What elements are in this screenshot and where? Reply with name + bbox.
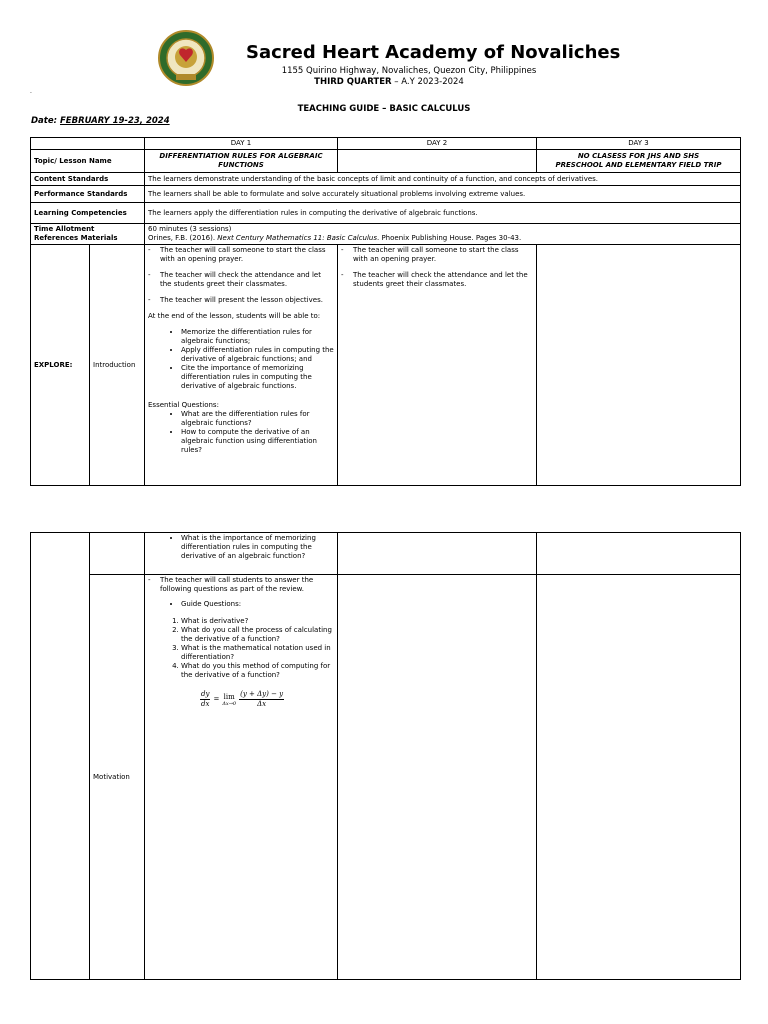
list-item: 2. What do you call the process of calculating the derivative of a function?: [181, 626, 334, 644]
introduction-day1: [145, 245, 338, 486]
academic-year: – A.Y 2023-2024: [391, 77, 464, 87]
list-item: 1. What is derivative?: [181, 617, 334, 626]
formula-lim-text: lim: [223, 692, 235, 701]
blank-header-cell: [31, 138, 145, 150]
content-standards-text: The learners demonstrate understanding of the basic concepts of limit and continuity of a function, and concepts of derivatives.: [145, 173, 741, 186]
introduction-day2: [338, 245, 537, 486]
guide-questions-heading-list: [148, 600, 334, 609]
guide-questions-list: [148, 617, 334, 680]
list-item: - The teacher will call someone to start the class with an opening prayer.: [148, 246, 334, 264]
list-item: • Cite the importance of memorizing differentiation rules in computing the derivative of algebraic functions.: [181, 364, 334, 391]
day1-activity-list: [148, 246, 334, 305]
motivation-list: [148, 576, 334, 594]
list-item: - The teacher will check the attendance and let the students greet their classmates.: [341, 271, 533, 289]
guide-questions-label: • Guide Questions:: [181, 600, 334, 609]
time-references-values: [145, 224, 741, 245]
time-references-labels: [31, 224, 145, 245]
list-item: 4. What do you this method of computing for the derivative of a function?: [181, 662, 334, 680]
phase-label-cell: [31, 533, 90, 980]
motivation-label: Motivation: [90, 575, 145, 980]
quarter-line: [0, 77, 768, 87]
topic-day3-line2: PRESCHOOL AND ELEMENTARY FIELD TRIP: [555, 161, 722, 169]
explore-label: EXPLORE:: [31, 245, 90, 486]
objectives-list: [148, 328, 334, 391]
guide-title: TEACHING GUIDE – BASIC CALCULUS: [297, 104, 471, 114]
formula-limit: [222, 693, 236, 707]
day2-activity-list: [341, 246, 533, 289]
quarter-label: THIRD QUARTER: [314, 77, 392, 87]
teaching-guide-table-page2: [30, 532, 741, 980]
formula-rhs-den: Δx: [257, 700, 267, 708]
date-value: FEBRUARY 19-23, 2024: [59, 116, 170, 126]
time-allotment-label: Time Allotment: [34, 225, 95, 233]
formula-lhs-den: dx: [201, 700, 210, 708]
topic-day3-line1: NO CLASESS FOR JHS AND SHS: [577, 152, 700, 160]
references-author: Orines, F.B. (2016).: [148, 234, 218, 242]
list-item: • What are the differentiation rules for algebraic functions?: [181, 410, 334, 428]
formula-rhs: [239, 690, 284, 709]
performance-standards-text: The learners shall be able to formulate and solve accurately situational problems involving extreme values.: [145, 186, 741, 203]
references-book-title: Next Century Mathematics 11: Basic Calculus: [217, 234, 378, 242]
list-item: 3. What is the mathematical notation used in differentiation?: [181, 644, 334, 662]
date-label: Date:: [31, 116, 60, 126]
derivative-formula: [200, 690, 334, 709]
performance-standards-label: Performance Standards: [31, 186, 145, 203]
references-publisher: . Phoenix Publishing House. Pages 30-43.: [377, 234, 522, 242]
learning-competencies-text: The learners apply the differentiation rules in computing the derivative of algebraic functions.: [145, 203, 741, 224]
continued-day2: [338, 533, 537, 575]
school-address: 1155 Quirino Highway, Novaliches, Quezon City, Philippines: [281, 66, 537, 76]
time-allotment-text: 60 minutes (3 sessions): [148, 225, 232, 233]
day-3-header: DAY 3: [537, 138, 741, 150]
continued-day3: [537, 533, 741, 575]
list-item: • Memorize the differentiation rules for algebraic functions;: [181, 328, 334, 346]
list-item: - The teacher will check the attendance and let the students greet their classmates.: [148, 271, 334, 289]
topic-label: Topic/ Lesson Name: [31, 150, 145, 173]
formula-lim-sub: Δx→0: [222, 700, 237, 707]
list-item: - The teacher will call students to answer the following questions as part of the review.: [148, 576, 334, 594]
day-1-header: DAY 1: [145, 138, 338, 150]
essential-questions-label: Essential Questions:: [148, 401, 219, 409]
continued-questions-list: [148, 534, 334, 561]
formula-lhs: [200, 690, 210, 709]
stray-dot: .: [30, 88, 32, 95]
references-text: [148, 234, 737, 243]
essential-questions-list: [148, 410, 334, 455]
objectives-intro: At the end of the lesson, students will be able to:: [148, 312, 321, 320]
introduction-day3: [537, 245, 741, 486]
formula-lhs-num: dy: [201, 690, 210, 698]
date-line: [31, 116, 170, 126]
formula-equals: =: [213, 695, 220, 703]
topic-day3: [537, 150, 741, 173]
motivation-day3: [537, 575, 741, 980]
school-name: Sacred Heart Academy of Novaliches: [246, 42, 621, 63]
motivation-day2: [338, 575, 537, 980]
list-item: - The teacher will present the lesson objectives.: [148, 296, 334, 305]
day-2-header: DAY 2: [338, 138, 537, 150]
learning-competencies-label: Learning Competencies: [31, 203, 145, 224]
introduction-label: Introduction: [90, 245, 145, 486]
topic-day1: DIFFERENTIATION RULES FOR ALGEBRAIC FUNCTIONS: [145, 150, 338, 173]
motivation-day1: [145, 575, 338, 980]
references-label: References Materials: [34, 234, 118, 242]
list-item: - The teacher will call someone to start the class with an opening prayer.: [341, 246, 533, 264]
sub-label-cell: [90, 533, 145, 575]
teaching-guide-table-page1: [30, 137, 741, 486]
formula-rhs-num: (y + Δy) − y: [240, 690, 284, 698]
continued-questions-day1: [145, 533, 338, 575]
topic-day2: [338, 150, 537, 173]
content-standards-label: Content Standards: [31, 173, 145, 186]
list-item: • What is the importance of memorizing differentiation rules in computing the derivative of an algebraic function?: [181, 534, 334, 561]
list-item: • Apply differentiation rules in computing the derivative of algebraic functions; and: [181, 346, 334, 364]
list-item: • How to compute the derivative of an algebraic function using differentiation rules?: [181, 428, 334, 455]
